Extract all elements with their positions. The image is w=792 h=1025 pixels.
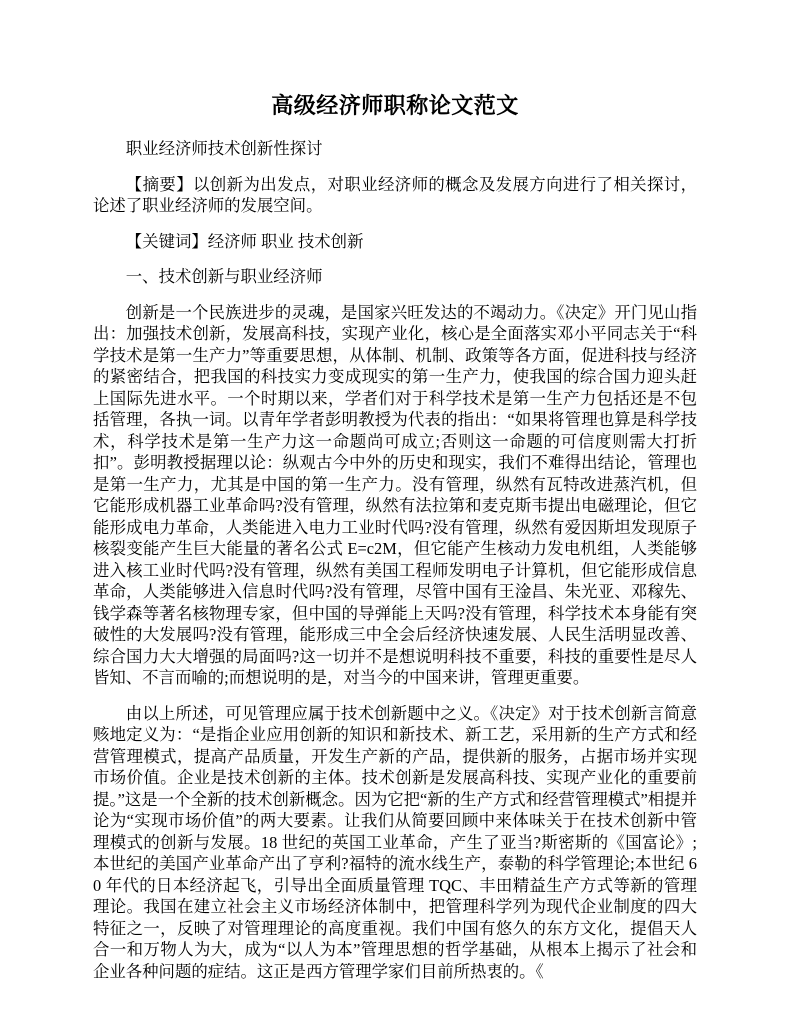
body-paragraph-1: 创新是一个民族进步的灵魂，是国家兴旺发达的不竭动力。《决定》开门见山指出：加强技术创新，发展高科技，实现产业化，核心是全面落实邓小平同志关于“科学技术是第一生产力”等重要思想，从体制、机制、政策等各方面，促进科技与经济的紧密结合，把我国的科技实力变成现实的第一生产力，使我国的综合国力迎头赶上国际先进水平。一个时期以来，学者们对于科学技术是第一生产力包括还是不包括管理，各执一词。以青年学者彭明教授为代表的指出：“如果将管理也算是科学技术，科学技术是第一生产力这一命题尚可成立;否则这一命题的可信度则需大打折扣”。彭明教授据理以论：纵观古今中外的历史和现实，我们不难得出结论，管理也是第一生产力，尤其是中国的第一生产力。没有管理，纵然有瓦特改进蒸汽机，但它能形成机器工业革命吗?没有管理，纵然有法拉第和麦克斯韦提出电磁理论，但它能形成电力革命，人类能进入电力工业时代吗?没有管理，纵然有爱因斯坦发现原子核裂变能产生巨大能量的著名公式 E=c2M，但它能产生核动力发电机组，人类能够进入核工业时代吗?没有管理，纵然有美国工程师发明电子计算机，但它能形成信息革命，人类能够进入信息时代吗?没有管理，尽管中国有王淦昌、朱光亚、邓稼先、钱学森等著名核物理专家，但中国的导弹能上天吗?没有管理，科学技术本身能有突破性的大发展吗?没有管理，能形成三中全会后经济快速发展、人民生活明显改善、综合国力大大增强的局面吗?这一切并不是想说明科技不重要，科技的重要性是尽人皆知、不言而喻的;而想说明的是，对当今的中国来讲，管理更重要。 bbox=[93, 302, 697, 687]
paper-subtitle: 职业经济师技术创新性探讨 bbox=[125, 139, 323, 158]
body-paragraph-2: 由以上所述，可见管理应属于技术创新题中之义。《决定》对于技术创新言简意赅地定义为：“是指企业应用创新的知识和新技术、新工艺，采用新的生产方式和经营管理模式，提高产品质量，开发生产新的产品，提供新的服务，占据市场并实现市场价值。企业是技术创新的主体。技术创新是发展高科技、实现产业化的重要前提。”这是一个全新的技术创新概念。因为它把“新的生产方式和经营管理模式”相提并论为“实现市场价值”的两大要素。让我们从简要回顾中来体味关于在技术创新中管理模式的创新与发展。18 世纪的英国工业革命，产生了亚当?斯密斯的《国富论》;本世纪的美国产业革命产出了亨利?福特的流水线生产，泰勒的科学管理论;本世纪 60 年代的日本经济起飞，引导出全面质量管理 TQC、丰田精益生产方式等新的管理理论。我国在建立社会主义市场经济体制中，把管理科学列为现代企业制度的四大特征之一，反映了对管理理论的高度重视。我们中国有悠久的东方文化，提倡天人合一和万物人为大，成为“以人为本”管理思想的哲学基础，从根本上揭示了社会和企业各种问题的症结。这正是西方管理学家们目前所热衷的。《 bbox=[93, 703, 697, 981]
keywords-paragraph: 【关键词】经济师 职业 技术创新 bbox=[125, 231, 364, 251]
abstract-paragraph: 【摘要】以创新为出发点，对职业经济师的概念及发展方向进行了相关探讨，论述了职业经济师的发展空间。 bbox=[93, 174, 697, 215]
section-heading: 一、技术创新与职业经济师 bbox=[125, 267, 323, 286]
document-title: 高级经济师职称论文范文 bbox=[271, 93, 519, 118]
